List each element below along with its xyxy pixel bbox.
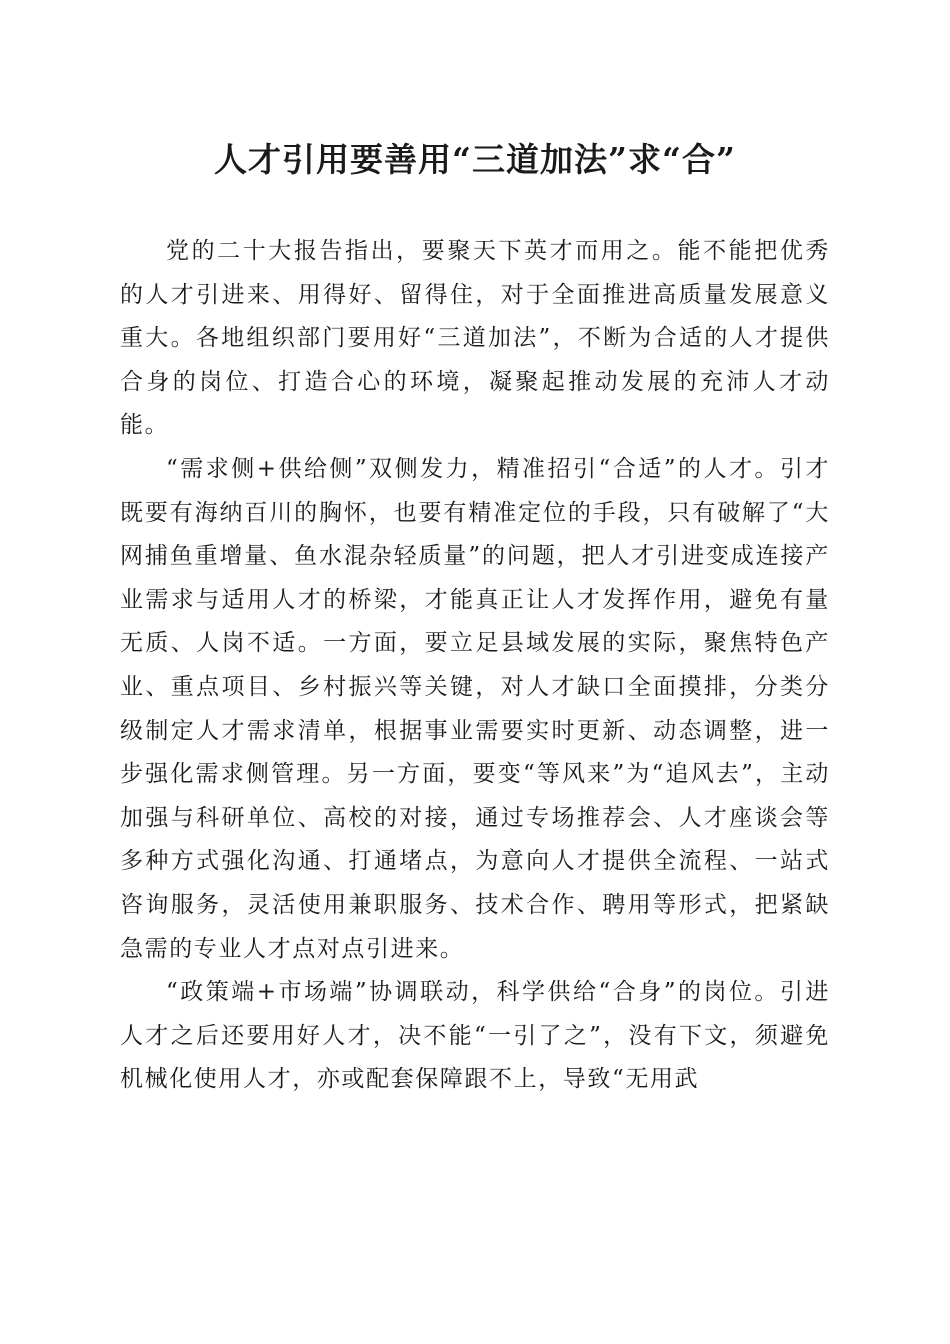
document-title: 人才引用要善用“三道加法”求“合”	[214, 140, 736, 179]
paragraph-1: 党的二十大报告指出，要聚天下英才而用之。能不能把优秀的人才引进来、用得好、留得住，对于全面推进高质量发展意义重大。各地组织部门要用好“三道加法”，不断为合适的人才提供合身的岗位、打造合心的环境，凝聚起推动发展的充沛人才动能。	[120, 238, 830, 439]
document-body	[120, 230, 830, 1102]
paragraph-2: “需求侧+供给侧”双侧发力，精准招引“合适”的人才。引才既要有海纳百川的胸怀，也要有精准定位的手段，只有破解了“大网捕鱼重增量、鱼水混杂轻质量”的问题，把人才引进变成连接产业需求与适用人才的桥梁，才能真正让人才发挥作用，避免有量无质、人岗不适。一方面，要立足县域发展的实际，聚焦特色产业、重点项目、乡村振兴等关键，对人才缺口全面摸排，分类分级制定人才需求清单，根据事业需要实时更新、动态调整，进一步强化需求侧管理。另一方面，要变“等风来”为“追风去”，主动加强与科研单位、高校的对接，通过专场推荐会、人才座谈会等多种方式强化沟通、打通堵点，为意向人才提供全流程、一站式咨询服务，灵活使用兼职服务、技术合作、聘用等形式，把紧缺急需的专业人才点对点引进来。	[120, 455, 830, 962]
paragraph-3: “政策端+市场端”协调联动，科学供给“合身”的岗位。引进人才之后还要用好人才，决不能“一引了之”，没有下文，须避免机械化使用人才，亦或配套保障跟不上，导致“无用武	[120, 979, 830, 1093]
